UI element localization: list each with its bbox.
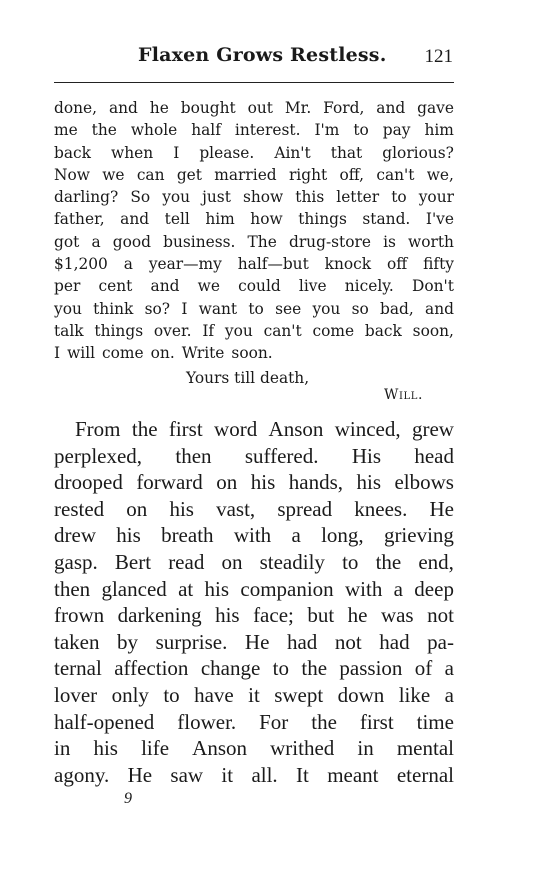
word: eternal <box>396 762 454 787</box>
word: on <box>216 470 238 495</box>
word: a <box>444 656 454 681</box>
word: his <box>215 603 240 628</box>
word: you <box>312 299 341 318</box>
narrative-paragraph <box>54 416 454 788</box>
word: perplexed, <box>54 443 143 468</box>
word: to <box>342 549 359 574</box>
word: on <box>221 549 243 574</box>
word: right <box>288 165 328 184</box>
word: how <box>250 210 283 229</box>
word: spread <box>277 496 333 521</box>
page-number: 121 <box>424 46 453 67</box>
word: surprise. <box>155 629 228 654</box>
word: knock <box>324 255 372 274</box>
word: in <box>357 736 374 761</box>
paragraph-line <box>54 496 454 523</box>
word: a <box>393 576 403 601</box>
letter-block <box>54 97 454 365</box>
word: off, <box>339 165 365 184</box>
word: the <box>131 417 158 441</box>
word: meant <box>327 762 379 787</box>
word: the <box>311 709 337 734</box>
word: bought <box>180 99 236 117</box>
word: will <box>67 344 96 363</box>
word: agony. <box>54 762 110 787</box>
word: end, <box>418 549 454 574</box>
word: got <box>54 232 80 251</box>
paragraph-line <box>54 655 454 682</box>
word: cent <box>98 277 133 296</box>
word: soon, <box>412 321 454 340</box>
word: Anson <box>268 417 324 441</box>
word: pay <box>382 121 411 140</box>
word: can't <box>376 165 415 184</box>
word: flower. <box>177 709 237 734</box>
word: nicely. <box>344 277 394 296</box>
word: Ain't <box>274 143 311 162</box>
word: saw <box>170 762 204 787</box>
letter-line <box>54 231 454 253</box>
word: whole <box>130 121 178 140</box>
word: his <box>116 523 141 548</box>
paragraph-line <box>54 549 454 576</box>
paragraph-line <box>54 416 454 443</box>
word: could <box>238 277 281 296</box>
word: It <box>296 762 309 787</box>
word: gasp. <box>54 549 98 574</box>
word: drew <box>54 523 96 548</box>
word: head <box>414 443 454 468</box>
letter-line <box>54 186 454 208</box>
word: and <box>150 277 180 296</box>
word: forward <box>136 470 203 495</box>
word: me <box>54 121 78 140</box>
word: $1,200 <box>54 255 108 274</box>
word: a <box>291 523 301 548</box>
paragraph-line <box>54 709 454 736</box>
header-rule <box>54 82 454 83</box>
word: done, <box>54 99 98 117</box>
word: He <box>244 629 270 654</box>
word: per <box>54 277 81 296</box>
word: him <box>424 121 454 140</box>
word: in <box>54 736 71 761</box>
word: I <box>54 344 61 363</box>
word: From <box>75 417 121 441</box>
word: only <box>111 682 149 707</box>
word: fifty <box>423 255 454 274</box>
word: time <box>416 709 454 734</box>
word: He <box>127 762 153 787</box>
word: business. <box>163 232 236 251</box>
word: suffered. <box>244 443 319 468</box>
word: Don't <box>411 277 454 296</box>
word: the <box>91 121 117 140</box>
letter-signature: Will. <box>384 387 424 403</box>
word: his <box>204 576 230 601</box>
word: you <box>224 321 253 340</box>
word: talk <box>54 321 84 340</box>
word: letter <box>336 188 380 207</box>
word: word <box>214 417 258 441</box>
word: not <box>427 603 454 628</box>
word: it <box>248 682 260 707</box>
word: his <box>356 470 381 495</box>
word: can't <box>263 321 302 340</box>
word: half-opened <box>54 709 155 734</box>
word: drooped <box>54 470 123 495</box>
word: you <box>162 188 191 207</box>
word: but <box>307 603 335 628</box>
word: first <box>168 417 203 441</box>
word: deep <box>414 576 454 601</box>
letter-line <box>54 253 454 275</box>
word: back <box>54 143 91 162</box>
word: Bert <box>114 549 152 574</box>
word: swept <box>274 682 324 707</box>
word: stand. <box>362 210 411 229</box>
word: lover <box>54 682 98 707</box>
word: things <box>298 210 347 229</box>
word: see <box>275 299 302 318</box>
paragraph-line <box>54 576 454 603</box>
word: worth <box>408 232 454 251</box>
word: on. <box>150 344 175 363</box>
word: his <box>93 736 118 761</box>
word: things <box>94 321 144 340</box>
word: long, <box>321 523 364 548</box>
word: all. <box>251 762 278 787</box>
word: ternal <box>54 656 102 681</box>
word: he <box>149 99 169 117</box>
word: grieving <box>383 523 454 548</box>
word: of <box>414 656 433 681</box>
word: we <box>102 165 125 184</box>
word: first <box>359 709 394 734</box>
word: by <box>117 629 139 654</box>
word: half <box>191 121 221 140</box>
word: Ford, <box>323 99 365 117</box>
word: when <box>111 143 154 162</box>
word: year—my <box>148 255 222 274</box>
paragraph-line <box>54 629 454 656</box>
word: He <box>429 496 454 521</box>
word: over. <box>153 321 192 340</box>
word: down <box>337 682 385 707</box>
word: knees. <box>354 496 408 521</box>
word: frown <box>54 603 105 628</box>
word: it <box>221 762 234 787</box>
word: vast, <box>216 496 256 521</box>
word: live <box>298 277 327 296</box>
word: so <box>351 299 369 318</box>
word: not <box>334 629 362 654</box>
word: think <box>93 299 134 318</box>
word: to <box>163 682 180 707</box>
word: elbows <box>394 470 454 495</box>
word: to <box>248 299 264 318</box>
word: So <box>130 188 151 207</box>
word: that <box>330 143 363 162</box>
word: show <box>242 188 284 207</box>
word: his <box>169 496 194 521</box>
running-header <box>54 44 453 74</box>
word: out <box>247 99 273 117</box>
word: For <box>259 709 289 734</box>
word: come <box>102 344 144 363</box>
word: with <box>345 576 383 601</box>
word: Anson <box>192 736 248 761</box>
word: darling? <box>54 188 119 207</box>
letter-line <box>54 164 454 186</box>
letter-line <box>54 298 454 320</box>
word: tell <box>164 210 190 229</box>
word: so? <box>144 299 171 318</box>
word: pa- <box>427 629 454 654</box>
word: interest. <box>234 121 301 140</box>
word: rested <box>54 496 105 521</box>
word: married <box>214 165 277 184</box>
word: affection <box>114 656 189 681</box>
word: we, <box>426 165 454 184</box>
word: want <box>198 299 238 318</box>
paragraph-line <box>54 682 454 709</box>
letter-line <box>54 275 454 297</box>
word: breath <box>161 523 214 548</box>
word: please. <box>199 143 255 162</box>
word: writhed <box>270 736 335 761</box>
word: and <box>425 299 454 318</box>
word: to <box>272 656 289 681</box>
word: like <box>398 682 431 707</box>
word: glorious? <box>382 143 454 162</box>
letter-line <box>54 208 454 230</box>
word: soon. <box>231 344 273 363</box>
word: we <box>197 277 220 296</box>
word: I <box>181 299 188 318</box>
word: he <box>347 603 368 628</box>
word: His <box>351 443 381 468</box>
word: just <box>202 188 231 207</box>
word: Now <box>54 165 90 184</box>
word: then <box>54 576 91 601</box>
word: half—but <box>237 255 309 274</box>
word: hands, <box>288 470 343 495</box>
word: was <box>380 603 414 628</box>
word: get <box>176 165 202 184</box>
letter-line <box>54 342 454 364</box>
word: change <box>200 656 261 681</box>
word: is <box>383 232 396 251</box>
word: grew <box>411 417 454 441</box>
word: can <box>136 165 165 184</box>
word: drug-store <box>288 232 371 251</box>
word: the <box>375 549 402 574</box>
word: I <box>173 143 180 162</box>
word: your <box>418 188 454 207</box>
word: read <box>168 549 205 574</box>
word: had <box>379 629 410 654</box>
word: I'm <box>314 121 340 140</box>
word: you <box>54 299 82 318</box>
word: him <box>205 210 235 229</box>
word: and <box>376 99 406 117</box>
word: this <box>295 188 325 207</box>
word: and <box>108 99 138 117</box>
word: off <box>387 255 408 274</box>
word: then <box>175 443 212 468</box>
word: face; <box>253 603 294 628</box>
word: back <box>364 321 402 340</box>
word: good <box>112 232 151 251</box>
letter-line <box>54 320 454 342</box>
word: life <box>141 736 170 761</box>
paragraph-line <box>54 762 454 789</box>
word: with <box>233 523 272 548</box>
word: his <box>250 470 276 495</box>
word: a <box>123 255 133 274</box>
word: taken <box>54 629 100 654</box>
word: on <box>126 496 148 521</box>
word: at <box>178 576 194 601</box>
word: The <box>247 232 277 251</box>
paragraph-line <box>54 602 454 629</box>
paragraph-line <box>54 522 454 549</box>
paragraph-line <box>54 735 454 762</box>
word: to <box>353 121 369 140</box>
word: mental <box>396 736 454 761</box>
word: Write <box>181 344 225 363</box>
paragraph-line <box>54 469 454 496</box>
letter-closing: Yours till death, <box>186 369 310 387</box>
word: the <box>301 656 328 681</box>
word: Mr. <box>284 99 312 117</box>
printer-signature-mark: 9 <box>124 790 132 807</box>
word: companion <box>240 576 334 601</box>
word: a <box>444 682 454 707</box>
word: winced, <box>334 417 401 441</box>
word: father, <box>54 210 105 229</box>
word: passion <box>339 656 403 681</box>
word: come <box>312 321 355 340</box>
word: and <box>120 210 150 229</box>
word: glanced <box>101 576 167 601</box>
paragraph-line <box>54 443 454 470</box>
word: had <box>286 629 318 654</box>
word: have <box>194 682 234 707</box>
word: I've <box>425 210 454 229</box>
letter-line <box>54 97 454 119</box>
word: gave <box>417 99 454 117</box>
running-title: Flaxen Grows Restless. <box>138 44 387 66</box>
letter-line <box>54 119 454 141</box>
word: bad, <box>379 299 414 318</box>
word: to <box>391 188 407 207</box>
word: steadily <box>259 549 325 574</box>
word: darkening <box>117 603 202 628</box>
letter-line <box>54 142 454 164</box>
word: a <box>91 232 101 251</box>
word: If <box>202 321 215 340</box>
